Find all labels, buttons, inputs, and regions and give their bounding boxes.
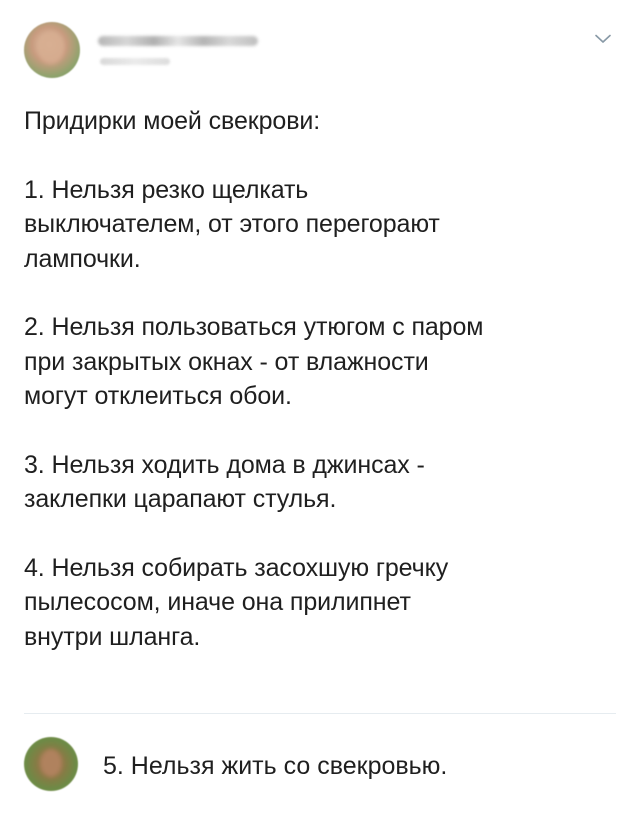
author-name-redacted[interactable]: [98, 36, 258, 46]
tweet-item-3: 3. Нельзя ходить дома в джинсах - заклепки царапают стулья.: [24, 450, 425, 513]
author-handle-redacted: [100, 58, 170, 65]
reply-avatar-face-blur: [40, 749, 62, 777]
author-avatar[interactable]: [24, 22, 80, 78]
divider: [24, 713, 616, 714]
reply-text: 5. Нельзя жить со свекровью.: [103, 752, 448, 780]
tweet-item-2: 2. Нельзя пользоваться утюгом с паром при закрытых окнах - от влажности могут отклеиться обои.: [24, 313, 484, 410]
chevron-down-icon[interactable]: [594, 30, 612, 48]
tweet-item-1: 1. Нельзя резко щелкать выключателем, от этого перегорают лампочки.: [24, 175, 440, 273]
tweet-title: Придирки моей свекрови:: [24, 107, 321, 135]
reply-tweet[interactable]: [24, 737, 624, 801]
tweet-item-4: 4. Нельзя собирать засохшую гречку пылесосом, иначе она прилипнет внутри шланга.: [24, 553, 449, 651]
tweet-body: [24, 104, 624, 654]
tweet-header: [24, 22, 618, 82]
reply-avatar[interactable]: [24, 737, 78, 791]
avatar-face-blur: [38, 32, 64, 64]
